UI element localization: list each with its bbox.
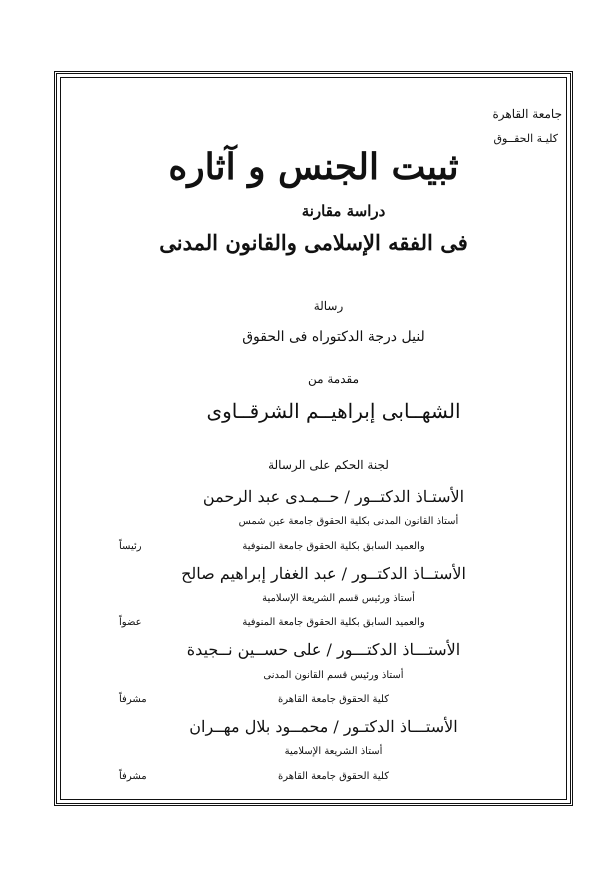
university-name: جامعة القاهرة [492, 107, 562, 121]
committee-member-title: كلية الحقوق جامعة القاهرة [278, 694, 389, 705]
thesis-subtitle: دراسة مقارنة [301, 202, 386, 220]
committee-heading: لجنة الحكم على الرسالة [268, 458, 389, 472]
committee-member-role: مشرفاً [119, 771, 147, 782]
thesis-subject: فى الفقه الإسلامى والقانون المدنى [159, 230, 468, 255]
thesis-title: ثبيت الجنس و آثاره [168, 146, 459, 188]
faculty-name: كليـة الحقــوق [493, 132, 558, 145]
committee-member-title: والعميد السابق بكلية الحقوق جامعة المنوفية [242, 617, 425, 628]
presented-by-label: مقدمة من [307, 372, 360, 386]
committee-member-title: أستاذ ورئيس قسم القانون المدنى [263, 670, 404, 681]
committee-member-title: أستاذ القانون المدنى بكلية الحقوق جامعة عين شمس [238, 516, 459, 527]
committee-member-title: كلية الحقوق جامعة القاهرة [278, 771, 389, 782]
author-name: الشهــابى إبراهيــم الشرقــاوى [206, 399, 461, 423]
committee-member-role: مشرفاً [119, 694, 147, 705]
committee-member-role: عضواً [119, 617, 142, 628]
committee-member-name: الأستـــاذ الدكتـور / محمــود بلال مهــران [189, 717, 458, 736]
committee-member-name: الأستـــاذ الدكتـــور / على حســين نــجيدة [186, 640, 461, 659]
degree-purpose: لنيل درجة الدكتوراه فى الحقوق [242, 329, 425, 345]
page-border [54, 71, 573, 806]
committee-member-title: أستاذ الشريعة الإسلامية [284, 746, 383, 757]
committee-member-title: أستاذ ورئيس قسم الشريعة الإسلامية [262, 593, 415, 604]
committee-member-title: والعميد السابق بكلية الحقوق جامعة المنوفية [242, 541, 425, 552]
committee-member-name: الأستــاذ الدكتــور / عبد الغفار إبراهيم صالح [181, 564, 466, 583]
thesis-label: رسالة [313, 299, 344, 313]
committee-member-name: الأستـاذ الدكتــور / حــمـدى عبد الرحمن [202, 487, 465, 506]
committee-member-role: رئيساً [119, 541, 142, 552]
